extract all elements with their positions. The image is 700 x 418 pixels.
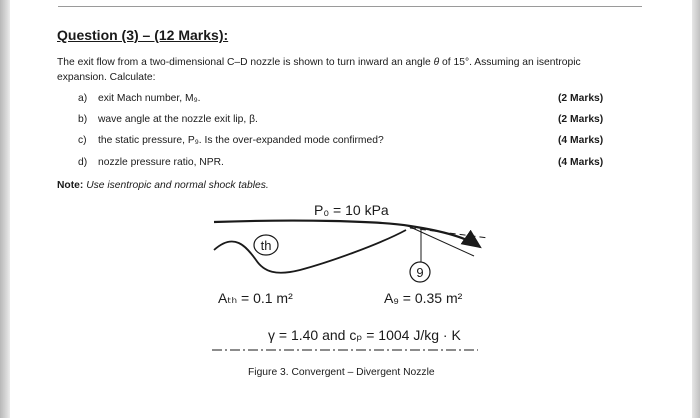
oblique-shock-line xyxy=(408,226,474,256)
item-c-marks: (4 Marks) xyxy=(558,135,604,146)
item-text: wave angle at the nozzle exit lip, β. xyxy=(98,114,258,125)
item-text: exit Mach number, M₉. xyxy=(98,93,201,104)
figure-caption: Figure 3. Convergent – Divergent Nozzle xyxy=(248,367,435,378)
theta-symbol: θ xyxy=(433,57,440,68)
item-label: c) xyxy=(78,135,87,146)
intro-part-b: of 15°. Assuming an isentropic expansion. Calculate: xyxy=(57,57,581,83)
item-label: d) xyxy=(78,157,88,168)
item-label: a) xyxy=(78,93,88,104)
exit-label: 9 xyxy=(416,265,424,280)
item-text: the static pressure, P₉. Is the over-expanded mode confirmed? xyxy=(98,135,384,146)
throat-label: th xyxy=(260,238,272,253)
item-label: b) xyxy=(78,114,88,125)
throat-area-label: Aₜₕ = 0.1 m² xyxy=(218,290,293,306)
item-d-marks: (4 Marks) xyxy=(558,157,604,168)
item-b-marks: (2 Marks) xyxy=(558,114,604,125)
exit-area-label: A₉ = 0.35 m² xyxy=(384,290,463,306)
nozzle-wall-contour xyxy=(214,230,406,273)
intro-part-a: The exit flow from a two-dimensional C–D nozzle is shown to turn inward an angle xyxy=(57,57,434,68)
question-title: Question (3) – (12 Marks): xyxy=(57,27,229,43)
item-a-marks: (2 Marks) xyxy=(558,93,604,104)
note-label: Note: xyxy=(57,180,84,191)
ambient-pressure-label: P₀ = 10 kPa xyxy=(314,202,389,218)
item-text: nozzle pressure ratio, NPR. xyxy=(98,157,224,168)
gas-properties-label: γ = 1.40 and cₚ = 1004 J/kg · K xyxy=(268,327,461,343)
note-text: Use isentropic and normal shock tables. xyxy=(86,180,269,191)
